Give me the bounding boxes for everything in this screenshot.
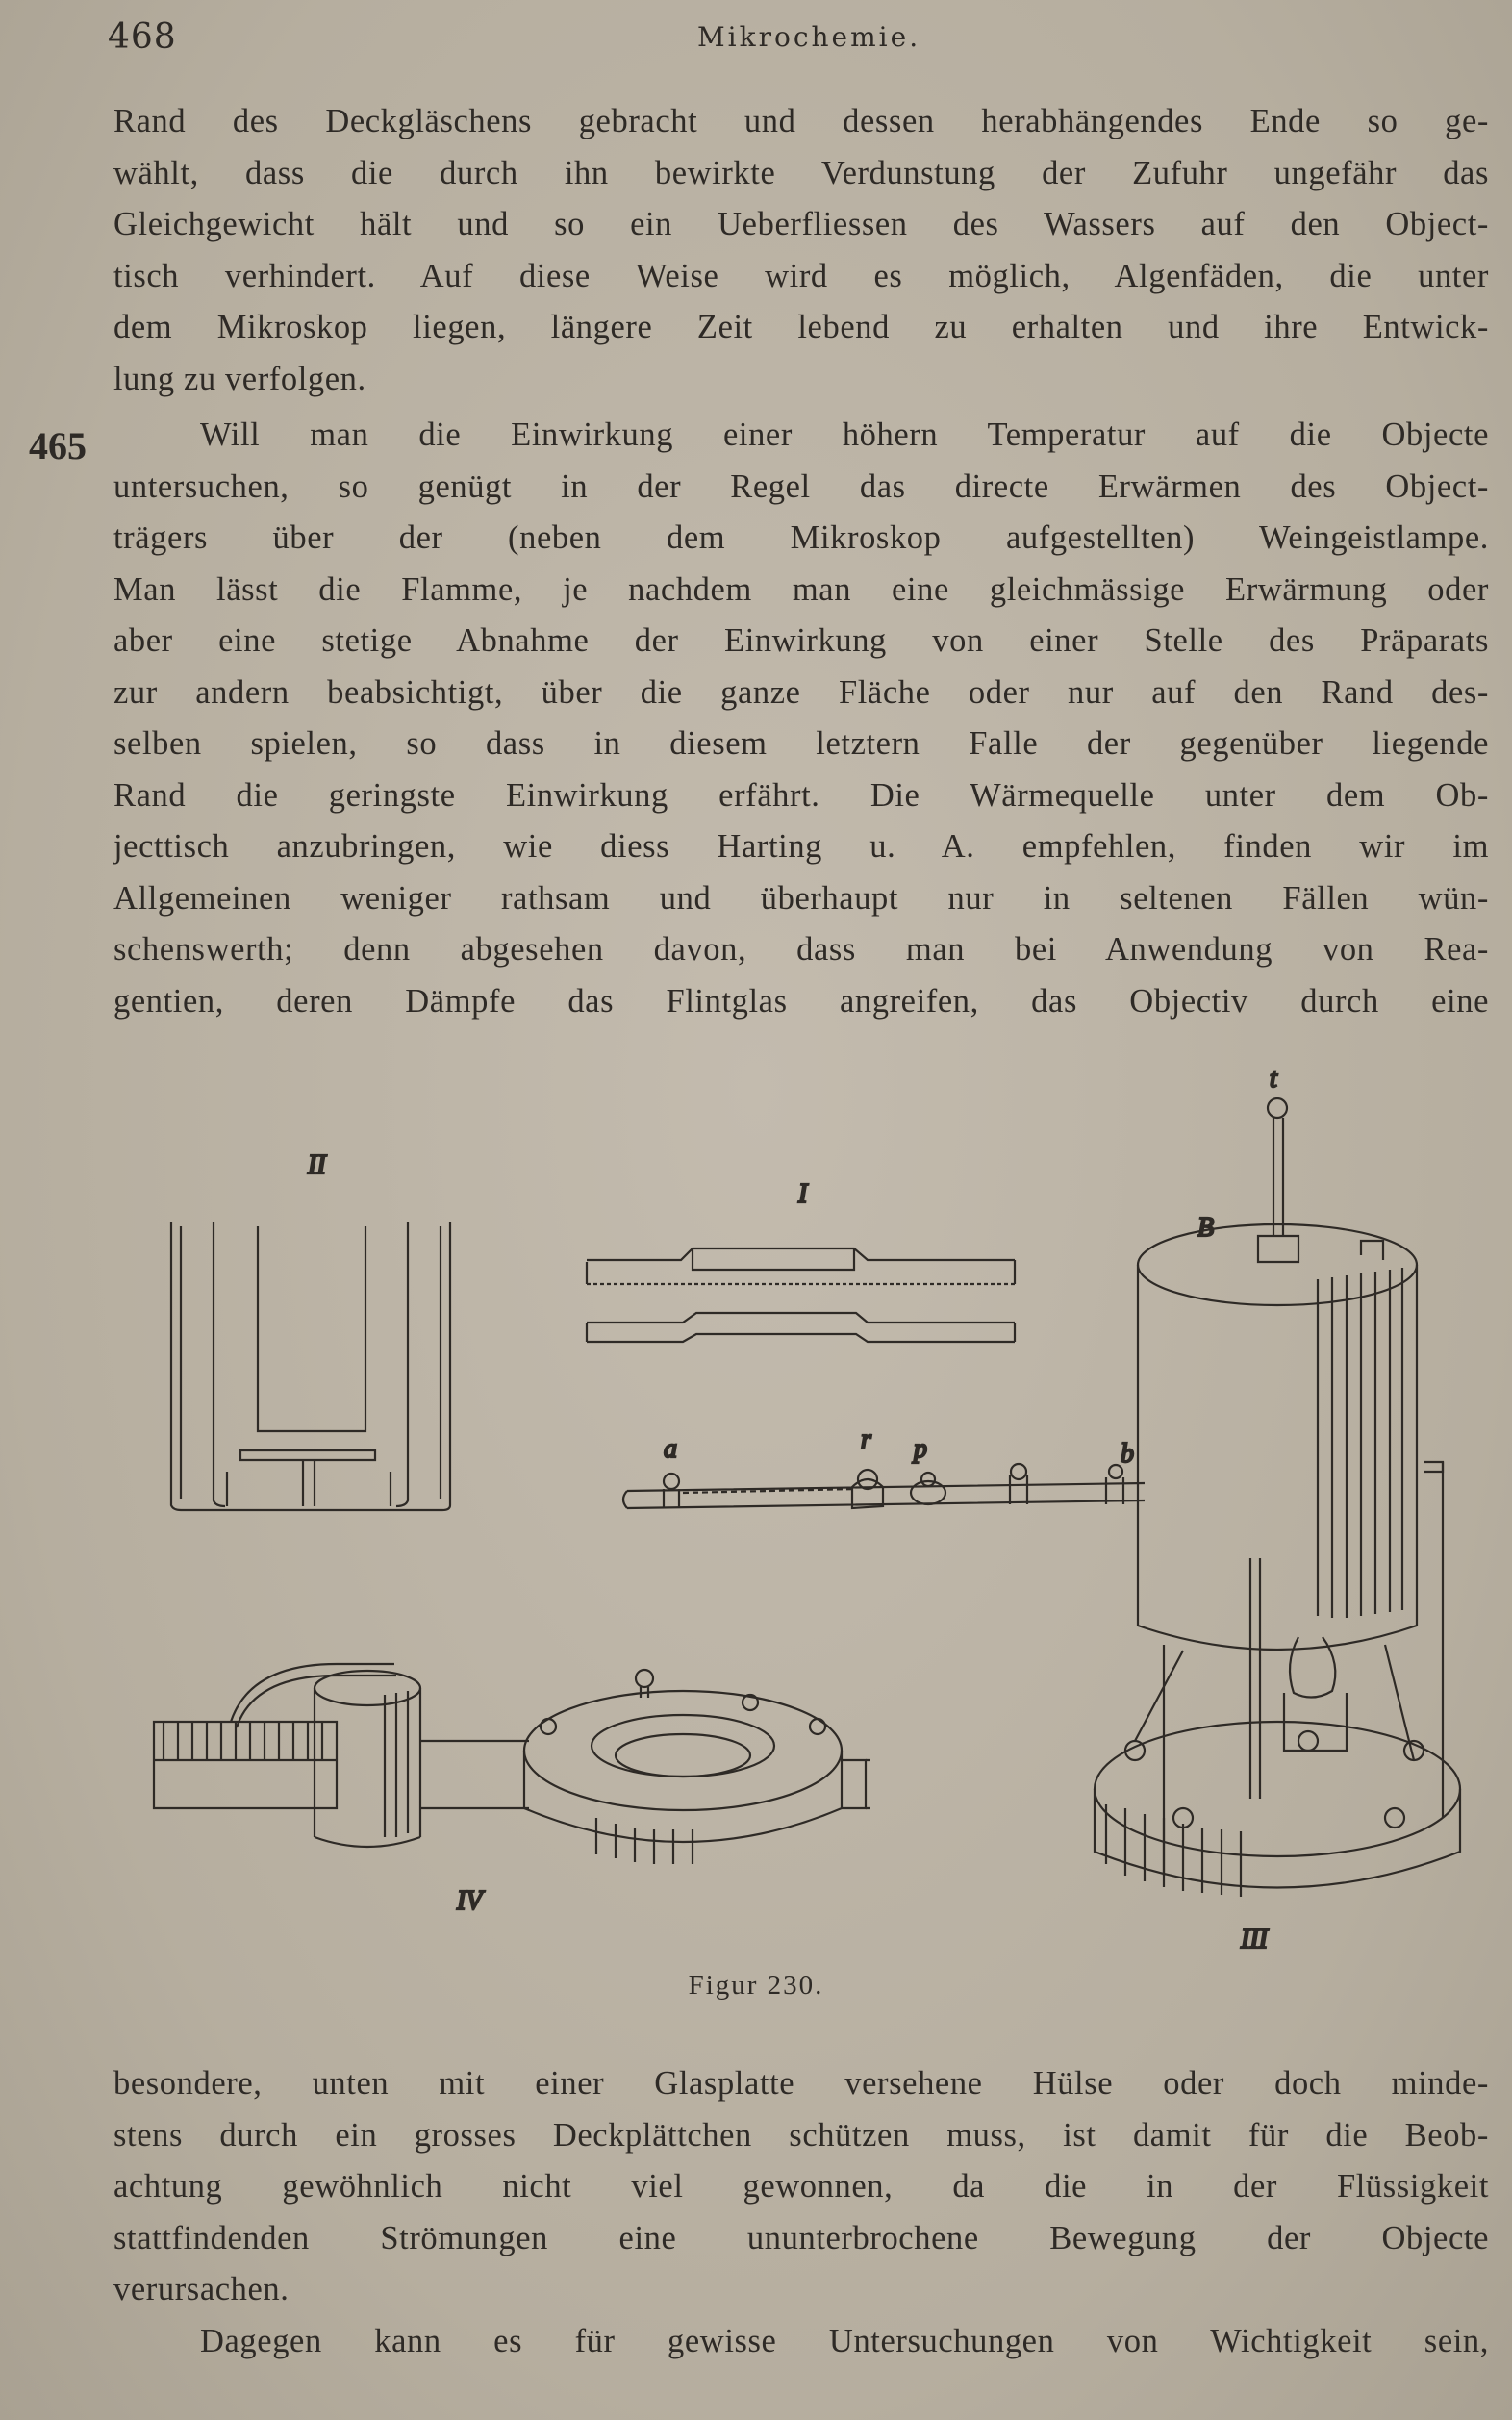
label-r: r [861, 1424, 871, 1454]
figure-part-ii [171, 1150, 450, 1510]
figure-230-illustration [144, 1048, 1472, 1954]
text-line: Allgemeinen weniger rathsam und überhaupt nur in seltenen Fällen wün- [113, 879, 1489, 917]
text-line: stattfindenden Strömungen eine ununterbrochene Bewegung der Objecte [113, 2219, 1489, 2256]
label-t: t [1270, 1064, 1277, 1094]
text-line: aber eine stetige Abnahme der Einwirkung von einer Stelle des Präparats [113, 622, 1489, 659]
text-line: Man lässt die Flamme, je nachdem man eine gleichmässige Erwärmung oder [113, 570, 1489, 608]
label-ii: II [308, 1150, 326, 1180]
figure-part-i [587, 1179, 1015, 1342]
text-line: trägers über der (neben dem Mikroskop aufgestellten) Weingeistlampe. [113, 519, 1489, 556]
figure-caption: Figur 230. [688, 1970, 824, 2001]
running-title: Mikrochemie. [697, 21, 921, 53]
label-iv: IV [457, 1886, 483, 1916]
page-number: 468 [108, 17, 177, 57]
text-line: lung zu verfolgen. [113, 360, 366, 397]
text-line: jecttisch anzubringen, wie diess Harting u. A. empfehlen, finden wir im [113, 828, 1489, 865]
text-line: wählt, dass die durch ihn bewirkte Verdunstung der Zufuhr ungefähr das [113, 154, 1489, 191]
text-line: dem Mikroskop liegen, längere Zeit lebend zu erhalten und ihre Entwick- [113, 309, 1489, 345]
text-line: selben spielen, so dass in diesem letztern Falle der gegenüber liegende [113, 725, 1489, 762]
label-p: p [914, 1434, 927, 1464]
paragraph-3 [113, 2058, 1489, 2316]
text-line: Rand die geringste Einwirkung erfährt. Die Wärmequelle unter dem Ob- [113, 776, 1489, 814]
text-line: schenswerth; denn abgesehen davon, dass man bei Anwendung von Rea- [113, 931, 1489, 968]
text-line: untersuchen, so genügt in der Regel das directe Erwärmen des Object- [113, 467, 1489, 505]
text-line: Gleichgewicht hält und so ein Ueberfliessen des Wassers auf den Object- [113, 206, 1489, 242]
figure-connecting-pipe [623, 1424, 1145, 1508]
text-line: zur andern beabsichtigt, über die ganze Fläche oder nur auf den Rand des- [113, 673, 1489, 711]
label-a: a [664, 1434, 677, 1464]
text-line: tisch verhindert. Auf diese Weise wird es möglich, Algenfäden, die unter [113, 257, 1489, 294]
text-line: achtung gewöhnlich nicht viel gewonnen, da die in der Flüssigkeit [113, 2168, 1489, 2205]
label-iii: III [1241, 1925, 1268, 1954]
label-b: b [1121, 1439, 1134, 1469]
text-line: Will man die Einwirkung einer höhern Temperatur auf die Objecte [200, 416, 1489, 453]
text-line: verursachen. [113, 2271, 290, 2307]
figure-part-iv [154, 1664, 870, 1916]
paragraph-1 [113, 96, 1489, 405]
label-i: I [798, 1179, 808, 1209]
text-line: Dagegen kann es für gewisse Untersuchungen von Wichtigkeit sein, [200, 2323, 1489, 2359]
paragraph-2 [113, 410, 1489, 1027]
page-header [0, 8, 1512, 65]
section-margin-number: 465 [29, 424, 87, 467]
text-line: gentien, deren Dämpfe das Flintglas angreifen, das Objectiv durch eine [113, 982, 1489, 1020]
text-line: stens durch ein grosses Deckplättchen schützen muss, ist damit für die Beob- [113, 2116, 1489, 2154]
paragraph-4 [113, 2316, 1489, 2368]
text-line: besondere, unten mit einer Glasplatte versehene Hülse oder doch minde- [113, 2065, 1489, 2102]
figure-part-iii [1095, 1064, 1460, 1954]
label-b-upper: B [1197, 1213, 1215, 1243]
text-line: Rand des Deckgläschens gebracht und dessen herabhängendes Ende so ge- [113, 103, 1489, 139]
